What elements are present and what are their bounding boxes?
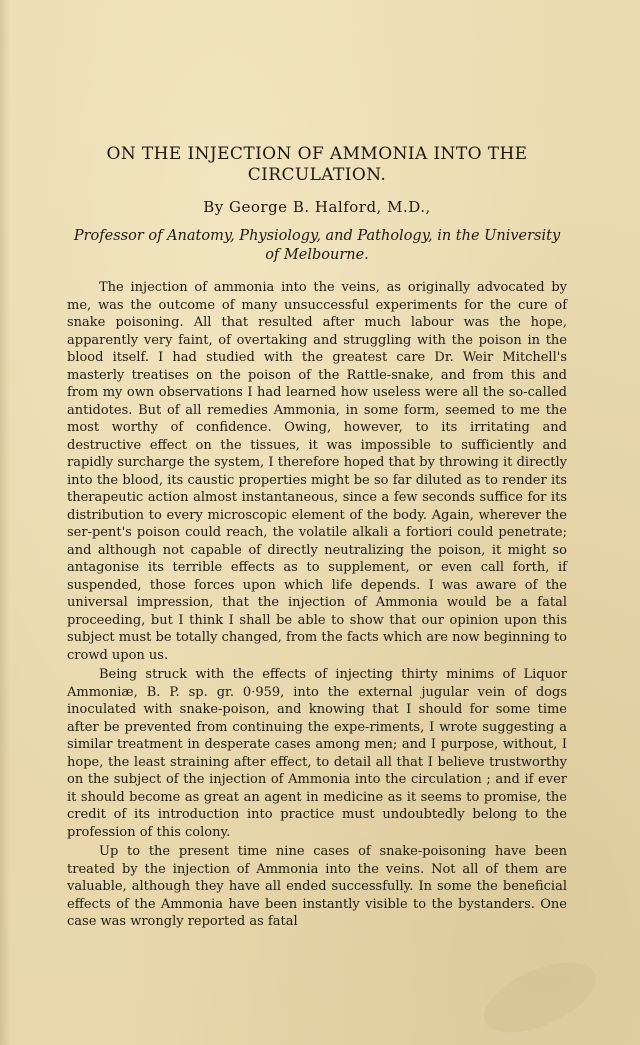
article-title	[67, 144, 567, 186]
author-affiliation-line-1: Professor of Anatomy, Physiology, and Pathology, in the University	[73, 228, 561, 244]
paper-stain	[474, 948, 606, 1045]
page-edge-shadow	[0, 0, 10, 1045]
article-content	[67, 144, 567, 931]
body-paragraph-1: The injection of ammonia into the veins, as originally advocated by me, was the outcome of many unsuccessful experiments for the cure of snake poisoning. All that resulted after much labour was the hope, apparently very faint, of overtaking and struggling with the poison in the blood itself. I had studied with the greatest care Dr. Weir Mitchell's masterly treatises on the poison of the Rattle-snake, and from this and from my own observations I had learned how useless were all the so-called antidotes. But of all remedies Ammonia, in some form, seemed to me the most worthy of confidence. Owing, however, to its irritating and destructive effect on the tissues, it was impossible to sufficiently and rapidly surcharge the system, I therefore hoped that by throwing it directly into the blood, its caustic properties might be so far diluted as to render its therapeutic action almost instantaneous, since a few seconds suffice for its distribution to every microscopic element of the body. Again, wherever the ser-pent's poison could reach, the volatile alkali a fortiori could penetrate; and although not capable of directly neutralizing the poison, it might so antagonise its terrible effects as to supplement, or even call forth, if suspended, those forces upon which life depends. I was aware of the universal impression, that the injection of Ammonia would be a fatal proceeding, but I think I shall be able to show that our opinion upon this subject must be totally changed, from the facts which are now beginning to crowd upon us.	[67, 280, 567, 663]
author-affiliation	[67, 227, 567, 265]
article-body	[67, 279, 567, 931]
body-paragraph-3: Up to the present time nine cases of snake-poisoning have been treated by the injection of Ammonia into the veins. Not all of them are valuable, although they have all ended successfully. In some the beneficial effects of the Ammonia have been instantly visible to the bystanders. One case was wrongly reported as fatal	[67, 844, 567, 929]
body-paragraph-2: Being struck with the effects of injecting thirty minims of Liquor Ammoniæ, B. P. sp. gr. 0·959, into the external jugular vein of dogs inoculated with snake-poison, and knowing that I should for some time after be prevented from continuing the expe-riments, I wrote suggesting a similar treatment in desperate cases among men; and I purpose, without, I hope, the least straining after effect, to detail all that I believe trustworthy on the subject of the injection of Ammonia into the circulation ; and if ever it should become as great an agent in medicine as it seems to promise, the credit of its introduction into practice must undoubtedly belong to the profession of this colony.	[67, 667, 567, 840]
article-title-line-1: ON THE INJECTION OF AMMONIA INTO THE	[106, 144, 528, 164]
article-title-line-2: CIRCULATION.	[247, 165, 387, 185]
author-byline: By George B. Halford, M.D.,	[203, 198, 431, 216]
author-affiliation-line-2: of Melbourne.	[265, 247, 369, 263]
